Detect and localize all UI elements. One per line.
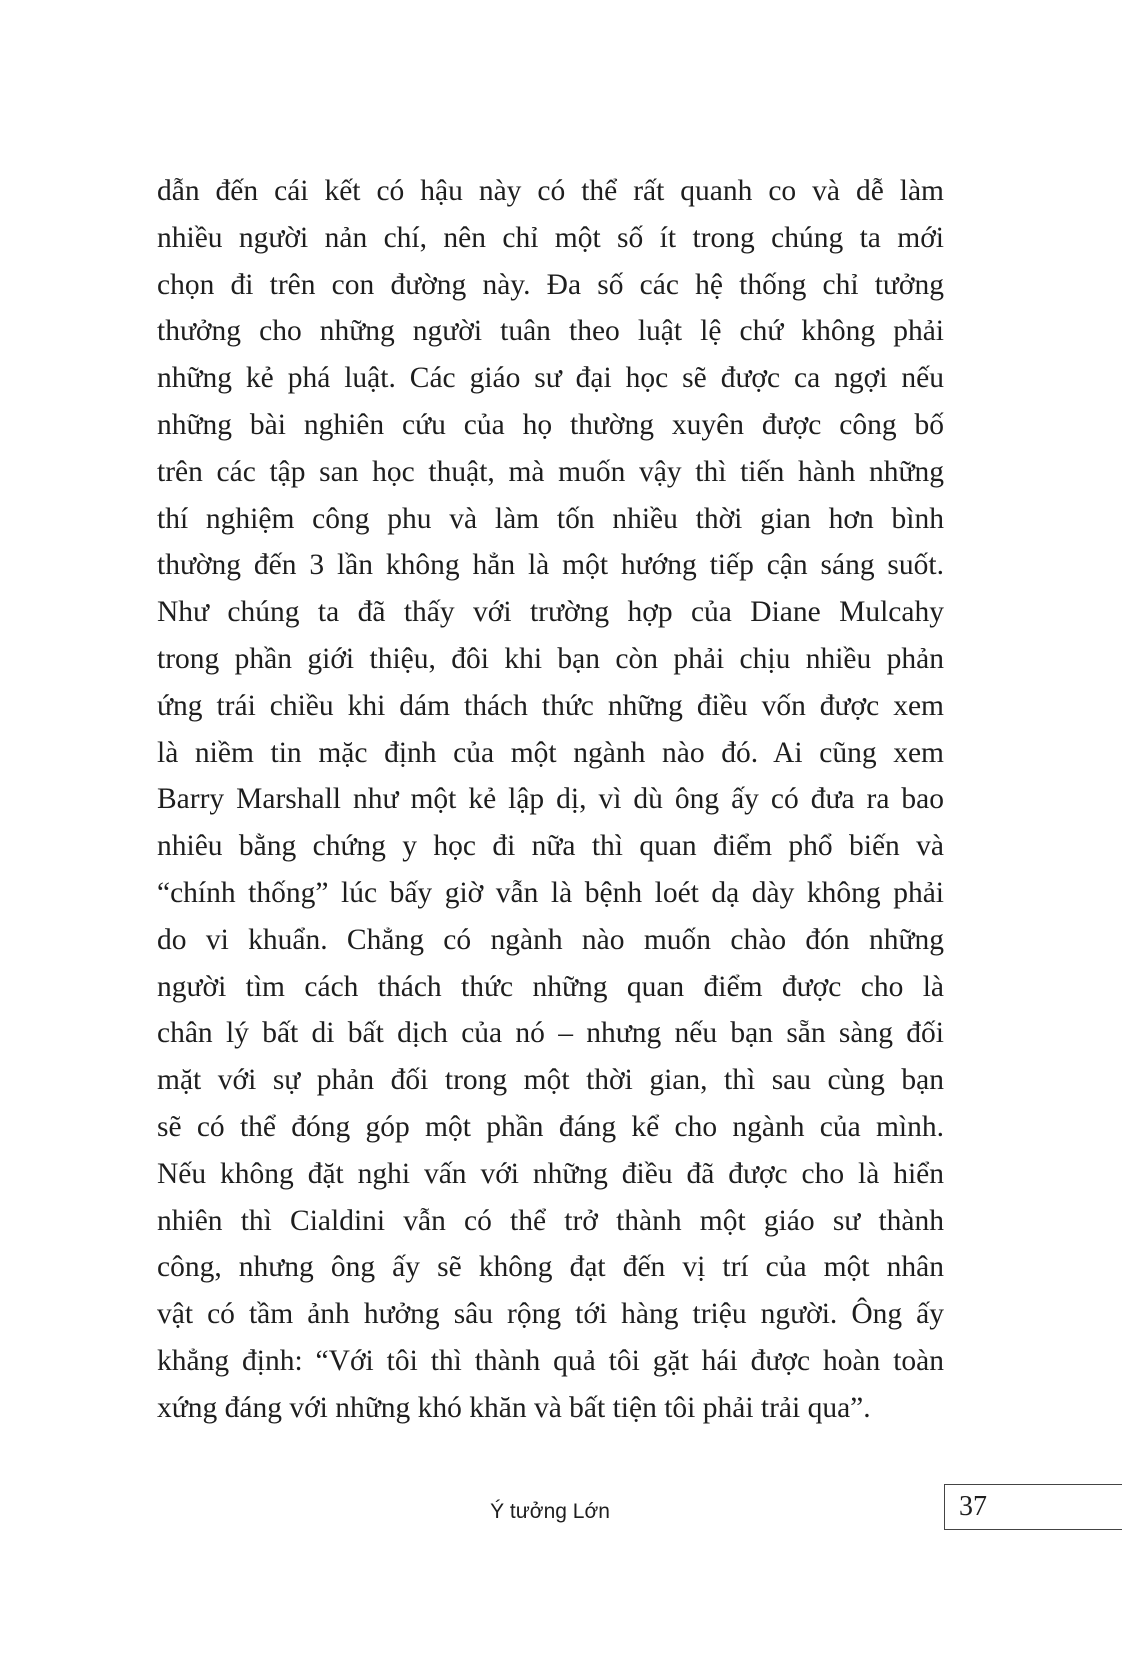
text-line: chân lý bất di bất dịch của nó – nhưng nếu bạn sẵn sàng đối: [157, 1017, 944, 1050]
text-line: khẳng định: “Với tôi thì thành quả tôi gặt hái được hoàn toàn: [157, 1344, 944, 1377]
page-number: 37: [959, 1491, 987, 1522]
text-line: nhiên thì Cialdini vẫn có thể trở thành một giáo sư thành: [157, 1204, 944, 1237]
text-line: trong phần giới thiệu, đôi khi bạn còn phải chịu nhiều phản: [157, 642, 944, 675]
text-line: những bài nghiên cứu của họ thường xuyên được công bố: [157, 408, 944, 441]
text-line: do vi khuẩn. Chẳng có ngành nào muốn chào đón những: [157, 923, 944, 956]
text-line: xứng đáng với những khó khăn và bất tiện tôi phải trải qua”.: [157, 1391, 871, 1424]
text-line: mặt với sự phản đối trong một thời gian, thì sau cùng bạn: [157, 1064, 944, 1097]
text-line: người tìm cách thách thức những quan điểm được cho là: [157, 970, 944, 1003]
text-line: trên các tập san học thuật, mà muốn vậy thì tiến hành những: [157, 455, 944, 488]
text-line: công, nhưng ông ấy sẽ không đạt đến vị trí của một nhân: [157, 1251, 944, 1284]
text-line: thưởng cho những người tuân theo luật lệ chứ không phải: [157, 315, 944, 348]
text-line: thí nghiệm công phu và làm tốn nhiều thời gian hơn bình: [157, 502, 944, 535]
text-line: “chính thống” lúc bấy giờ vẫn là bệnh loét dạ dày không phải: [157, 876, 944, 909]
text-line: dẫn đến cái kết có hậu này có thể rất quanh co và dễ làm: [157, 175, 944, 207]
text-line: vật có tầm ảnh hưởng sâu rộng tới hàng triệu người. Ông ấy: [157, 1298, 944, 1331]
text-line: Nếu không đặt nghi vấn với những điều đã được cho là hiển: [157, 1157, 944, 1190]
text-line: thường đến 3 lần không hẳn là một hướng tiếp cận sáng suốt.: [157, 549, 944, 582]
text-line: Như chúng ta đã thấy với trường hợp của Diane Mulcahy: [157, 596, 944, 629]
running-footer-title: Ý tưởng Lớn: [490, 1500, 610, 1523]
text-line: sẽ có thể đóng góp một phần đáng kể cho ngành của mình.: [157, 1110, 944, 1143]
body-paragraph: [157, 168, 944, 1432]
text-line: Barry Marshall như một kẻ lập dị, vì dù ông ấy có đưa ra bao: [157, 783, 944, 816]
text-line: những kẻ phá luật. Các giáo sư đại học sẽ được ca ngợi nếu: [157, 362, 944, 395]
text-line: ứng trái chiều khi dám thách thức những điều vốn được xem: [157, 689, 944, 722]
page-number-box: [944, 1484, 1122, 1530]
text-line: nhiều người nản chí, nên chỉ một số ít trong chúng ta mới: [157, 221, 944, 254]
text-line: là niềm tin mặc định của một ngành nào đó. Ai cũng xem: [157, 736, 944, 769]
text-line: chọn đi trên con đường này. Đa số các hệ thống chỉ tưởng: [157, 268, 944, 301]
text-line: nhiêu bằng chứng y học đi nữa thì quan điểm phổ biến và: [157, 830, 944, 863]
